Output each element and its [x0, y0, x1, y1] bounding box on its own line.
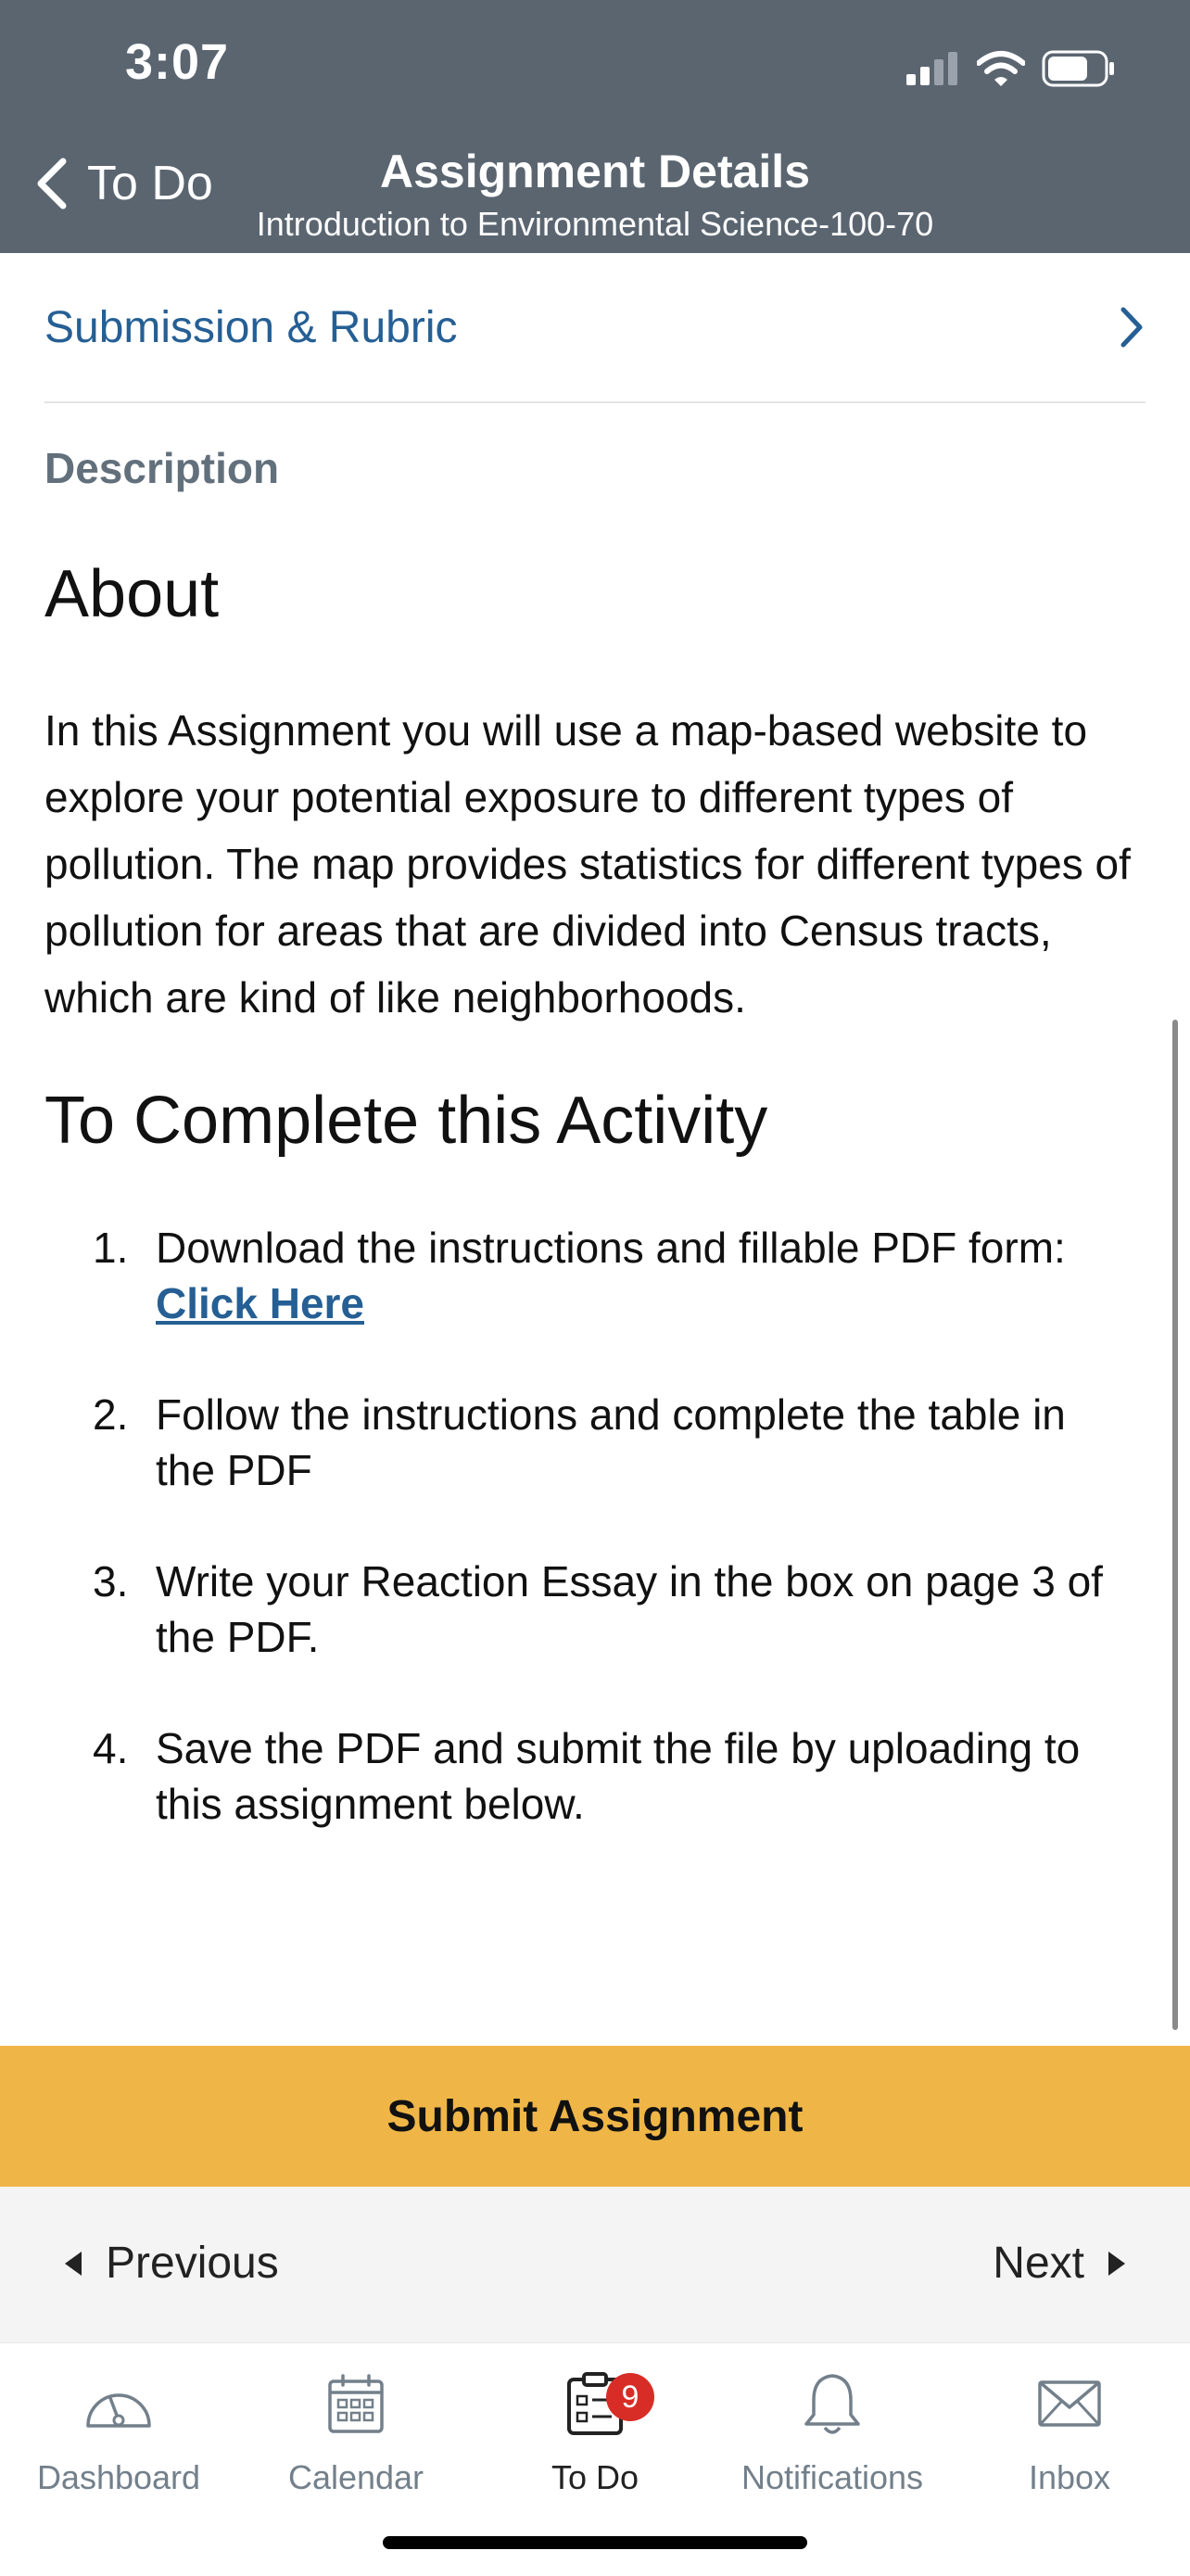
list-item [93, 1720, 1121, 1832]
list-item [93, 1220, 1121, 1331]
step-text: Write your Reaction Essay in the box on page 3 of the PDF. [156, 1557, 1103, 1661]
bell-icon [801, 2370, 864, 2437]
battery-icon [1042, 50, 1116, 87]
about-paragraph: In this Assignment you will use a map-based website to explore your potential exposure to different types of pollution. The map provides statistics for different types of pollution for areas that are divided into Census tracts, which are kind of like neighborhoods. [44, 706, 1131, 1022]
submission-rubric-row[interactable] [44, 253, 1146, 403]
step-number: 3. [93, 1557, 129, 1605]
next-button[interactable] [993, 2238, 1125, 2289]
about-heading: About [44, 557, 220, 631]
step-text [156, 1220, 1121, 1331]
tab-label: Inbox [1028, 2458, 1111, 2496]
submission-rubric-label: Submission & Rubric [44, 302, 458, 352]
mail-icon [1037, 2379, 1102, 2428]
tab-notifications[interactable] [714, 2362, 951, 2497]
step-number: 2. [93, 1390, 129, 1439]
cellular-signal-icon [906, 52, 960, 85]
step-number: 1. [93, 1224, 129, 1272]
back-label: To Do [87, 157, 213, 210]
course-subtitle: Introduction to Environmental Science-100-70 [256, 205, 934, 243]
step-text: Follow the instructions and complete the table in the PDF [156, 1390, 1066, 1494]
step-number: 4. [93, 1724, 129, 1772]
navigation-header [0, 0, 1190, 253]
step-text-content: Download the instructions and fillable PDF form: [156, 1224, 1066, 1272]
caret-right-icon [1108, 2252, 1125, 2276]
tab-label: Calendar [287, 2458, 424, 2496]
page-title: Assignment Details [379, 146, 810, 197]
description-label: Description [44, 444, 280, 492]
todo-count-badge: 9 [606, 2373, 654, 2421]
click-here-link[interactable]: Click Here [156, 1279, 365, 1327]
tab-label: Dashboard [36, 2458, 201, 2496]
tab-todo[interactable] [476, 2362, 714, 2497]
caret-left-icon [65, 2252, 82, 2276]
dashboard-icon [82, 2376, 155, 2431]
calendar-icon [326, 2372, 386, 2435]
list-item [93, 1387, 1121, 1498]
complete-heading: To Complete this Activity [44, 1084, 768, 1158]
tab-label: To Do [551, 2458, 639, 2496]
chevron-right-icon [1118, 306, 1146, 349]
submit-assignment-button[interactable]: Submit Assignment [0, 2046, 1190, 2187]
next-label: Next [993, 2239, 1084, 2288]
prev-next-bar [0, 2187, 1190, 2342]
status-icons [906, 48, 1116, 89]
steps-list [93, 1220, 1121, 1887]
tab-inbox[interactable] [951, 2362, 1188, 2497]
home-indicator [383, 2536, 807, 2549]
tab-label: Notifications [741, 2458, 924, 2496]
step-text: Save the PDF and submit the file by uploading to this assignment below. [156, 1724, 1081, 1828]
wifi-icon [977, 50, 1025, 87]
header-titles [0, 139, 1190, 245]
list-item [93, 1554, 1121, 1665]
previous-label: Previous [106, 2239, 279, 2288]
tab-calendar[interactable] [237, 2362, 475, 2497]
previous-button[interactable] [65, 2238, 279, 2289]
status-time: 3:07 [125, 34, 230, 90]
tab-dashboard[interactable] [0, 2362, 237, 2497]
scrollbar[interactable] [1172, 1020, 1178, 2030]
